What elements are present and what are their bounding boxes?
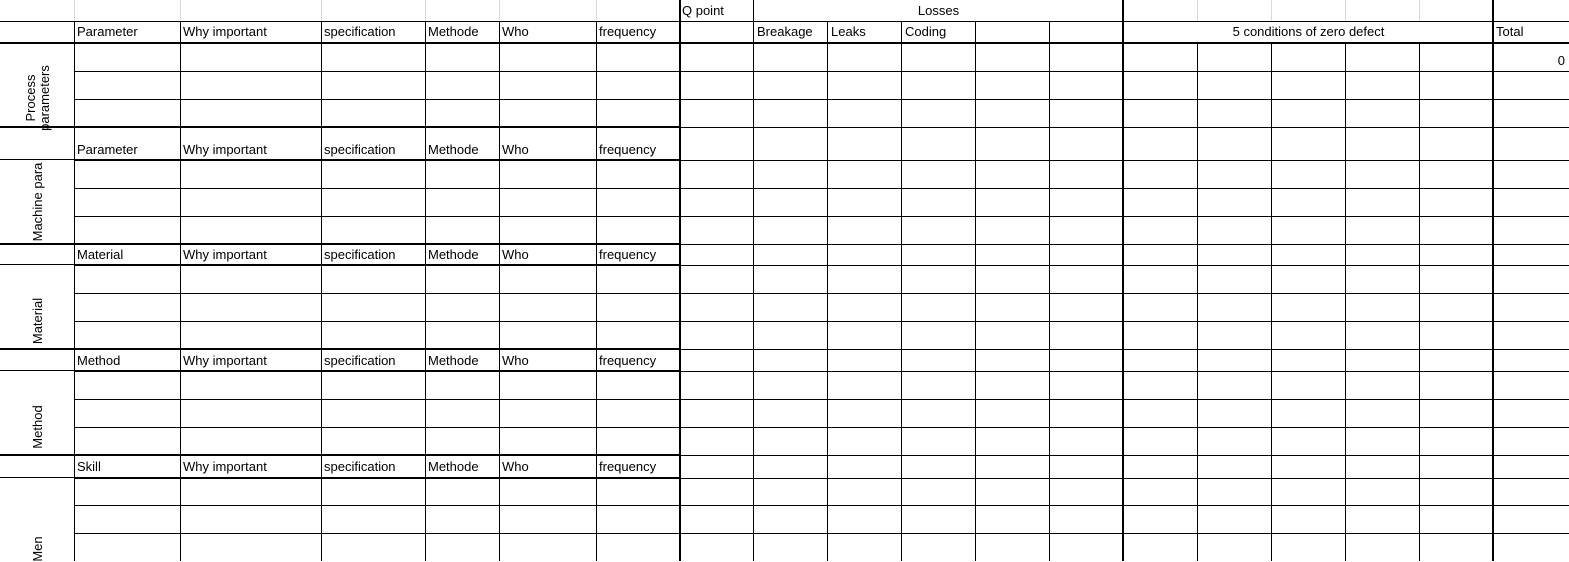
section-header-methode[interactable]: Methode [428, 353, 479, 368]
total-value-cell[interactable]: 0 [1557, 53, 1565, 68]
section-header-why-important[interactable]: Why important [183, 353, 267, 368]
grid-line [0, 348, 680, 350]
grid-line [0, 159, 74, 160]
grid-line [0, 243, 680, 245]
col-header-methode[interactable]: Methode [428, 24, 479, 39]
grid-line [596, 21, 597, 561]
grid-line [680, 127, 1569, 128]
section-header-frequency[interactable]: frequency [599, 459, 657, 474]
grid-line [74, 159, 680, 161]
grid-line [499, 0, 500, 21]
grid-line [1345, 0, 1346, 21]
section-header-parameter[interactable]: Parameter [77, 142, 138, 157]
grid-line [321, 21, 322, 561]
grid-line [680, 160, 1569, 161]
section-label-clip [0, 161, 74, 244]
section-header-who[interactable]: Who [502, 459, 529, 474]
grid-line [0, 264, 74, 265]
section-header-frequency[interactable]: frequency [599, 353, 657, 368]
col-header-breakage[interactable]: Breakage [757, 24, 813, 39]
col-header-parameter[interactable]: Parameter [77, 24, 138, 39]
grid-line [499, 21, 500, 561]
section-header-methode[interactable]: Methode [428, 459, 479, 474]
grid-line [425, 21, 426, 561]
section-header-methode[interactable]: Methode [428, 247, 479, 262]
section-header-specification[interactable]: specification [324, 459, 396, 474]
col-header-why-important[interactable]: Why important [183, 24, 267, 39]
grid-line [596, 0, 597, 21]
col-header-who[interactable]: Who [502, 24, 529, 39]
grid-line [0, 21, 1569, 22]
section-label-men[interactable]: Men [30, 536, 45, 562]
section-label-machine-para[interactable]: Machine para [30, 162, 45, 242]
section-header-material[interactable]: Material [77, 247, 124, 262]
grid-line [680, 455, 1569, 456]
grid-line [74, 370, 680, 372]
grid-line [1122, 0, 1124, 561]
section-header-why-important[interactable]: Why important [183, 459, 267, 474]
losses-header[interactable]: Losses [917, 3, 960, 18]
section-label-process-parameters[interactable]: Process parameters [23, 65, 52, 131]
section-header-specification[interactable]: specification [324, 142, 396, 157]
grid-line [1197, 0, 1198, 21]
grid-line [901, 21, 902, 561]
grid-line [1197, 43, 1198, 561]
section-label-method[interactable]: Method [30, 405, 45, 449]
col-header-specification[interactable]: specification [324, 24, 396, 39]
section-header-specification[interactable]: specification [324, 247, 396, 262]
grid-line [1049, 21, 1050, 561]
grid-line [0, 126, 680, 128]
grid-line [0, 42, 1569, 44]
grid-line [1492, 0, 1494, 561]
zero-defect-header[interactable]: 5 conditions of zero defect [1232, 24, 1385, 39]
grid-line [0, 370, 74, 371]
grid-line [425, 0, 426, 21]
section-header-who[interactable]: Who [502, 142, 529, 157]
section-header-skill[interactable]: Skill [77, 459, 101, 474]
section-header-frequency[interactable]: frequency [599, 247, 657, 262]
grid-line [1271, 0, 1272, 21]
col-header-coding[interactable]: Coding [905, 24, 947, 39]
grid-line [0, 477, 74, 478]
grid-line [753, 0, 754, 561]
grid-line [1419, 43, 1420, 561]
section-header-why-important[interactable]: Why important [183, 247, 267, 262]
grid-line [74, 477, 680, 479]
section-header-frequency[interactable]: frequency [599, 142, 657, 157]
section-header-who[interactable]: Who [502, 247, 529, 262]
section-header-who[interactable]: Who [502, 353, 529, 368]
section-header-why-important[interactable]: Why important [183, 142, 267, 157]
col-header-frequency[interactable]: frequency [599, 24, 657, 39]
col-header-total[interactable]: Total [1496, 24, 1524, 39]
section-header-method[interactable]: Method [77, 353, 121, 368]
section-header-methode[interactable]: Methode [428, 142, 479, 157]
grid-line [827, 21, 828, 561]
grid-line [680, 265, 1569, 266]
grid-line [679, 0, 681, 561]
grid-line [1345, 43, 1346, 561]
grid-line [680, 371, 1569, 372]
grid-line [1271, 43, 1272, 561]
grid-line [680, 478, 1569, 479]
section-label-material[interactable]: Material [30, 297, 45, 345]
grid-line [0, 454, 680, 456]
grid-line [321, 0, 322, 21]
grid-line [74, 264, 680, 266]
grid-line [180, 21, 181, 561]
grid-line [1419, 0, 1420, 21]
grid-line [74, 21, 75, 561]
q-point-header[interactable]: Q point [682, 3, 724, 18]
section-header-specification[interactable]: specification [324, 353, 396, 368]
grid-line [680, 244, 1569, 245]
grid-line [680, 349, 1569, 350]
grid-line [975, 21, 976, 561]
grid-line [180, 0, 181, 21]
col-header-leaks[interactable]: Leaks [831, 24, 866, 39]
